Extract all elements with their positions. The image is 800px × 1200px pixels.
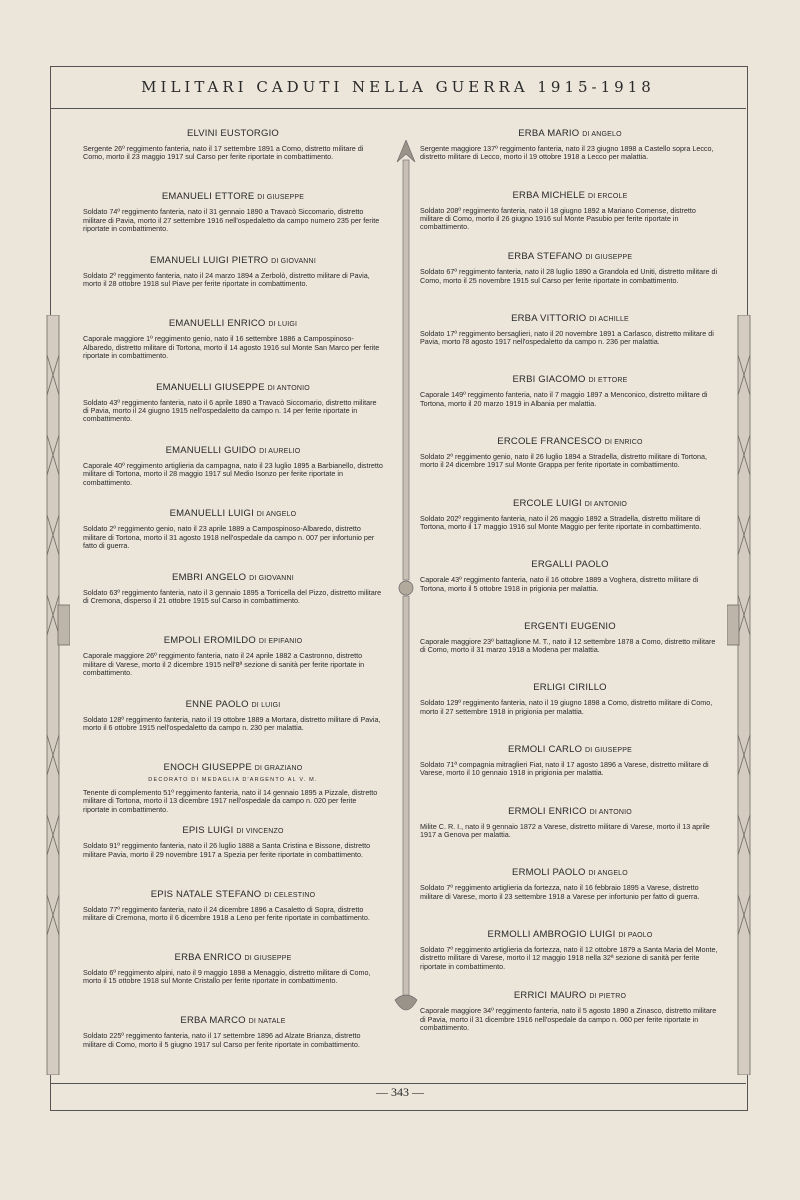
soldier-record-text: Caporale maggiore 26º reggimento fanteria, nato il 24 aprile 1882 a Castronno, distretto militare di Varese, morto il 2 dicembre 1915 nell'8ª sezione di sanità per ferite riportate in combattimento. [83, 651, 365, 677]
soldier-surname-given: ERBA MARIO [518, 128, 580, 139]
soldier-patronym: DI GIUSEPPE [244, 955, 292, 963]
soldier-patronym: DI ENRICO [604, 438, 643, 446]
soldier-name [83, 445, 383, 456]
soldier-record-text: Soldato 43º reggimento fanteria, nato il 6 aprile 1890 a Travacò Siccomario, distretto militare di Pavia, morto il 24 giugno 1915 nell'ospedaletto da campo n. 14 per ferite riportate in combattimento. [83, 397, 377, 424]
soldier-surname-given: EMANUELLI LUIGI [169, 508, 254, 520]
soldier-entry [420, 621, 720, 683]
soldier-entry [420, 374, 720, 436]
soldier-entry [83, 128, 383, 191]
soldier-entry [83, 382, 383, 445]
soldier-name [420, 374, 720, 385]
soldier-surname-given: EMANUELI ETTORE [161, 191, 255, 203]
soldier-record-text: Caporale maggiore 23º battaglione M. T., nato il 12 settembre 1878 a Como, distretto militare di Como, morto il 31 marzo 1918 a Modena per malattia. [420, 636, 716, 655]
soldier-name [420, 744, 720, 755]
soldier-patronym: DI GIOVANNI [271, 257, 316, 265]
soldier-surname-given: ERBA ENRICO [174, 952, 242, 964]
soldier-patronym: DI LUIGI [268, 321, 298, 329]
soldier-record-text: Sergente 26º reggimento fanteria, nato il 17 settembre 1891 a Como, distretto militare di Como, morto il 23 maggio 1917 sul Carso per ferite riportate in combattimento. [83, 144, 364, 162]
soldier-entry [420, 498, 720, 560]
soldier-name [83, 825, 383, 836]
central-column-ornament-icon [393, 140, 419, 1030]
soldier-surname-given: ERLIGI CIRILLO [533, 682, 607, 694]
soldier-patronym: DI ANTONIO [589, 808, 632, 816]
soldier-surname-given: EPIS NATALE STEFANO [150, 888, 262, 900]
soldier-surname-given: EPIS LUIGI [182, 825, 234, 837]
soldier-patronym: DI GRAZIANO [254, 764, 303, 772]
soldier-surname-given: ERCOLE FRANCESCO [497, 435, 602, 447]
header-band [50, 66, 746, 109]
soldier-entry [83, 635, 383, 698]
soldier-surname-given: ERMOLLI AMBROGIO LUIGI [487, 928, 616, 940]
soldier-name [420, 498, 720, 509]
soldier-surname-given: ERRICI MAURO [513, 990, 587, 1002]
soldier-record-text: Soldato 128º reggimento fanteria, nato il 19 ottobre 1889 a Mortara, distretto militare di Pavia, morto il 6 ottobre 1915 nell'ospedaletto da campo n. 230 per malattia. [83, 714, 381, 732]
soldier-record-text: Soldato 6º reggimento alpini, nato il 9 maggio 1898 a Menaggio, distretto militare di Como, morto il 15 ottobre 1918 sul Monte Cristallo per ferite riportate in combattimento. [83, 968, 371, 986]
soldier-entry [83, 572, 383, 635]
soldier-record-text: Caporale maggiore 34º reggimento fanteria, nato il 5 agosto 1890 a Zinasco, distretto militare di Pavia, morto il 31 dicembre 1916 nell'ospedale da campo n. 060 per ferite riportate in combattimento. [420, 1006, 717, 1033]
soldier-name [420, 806, 720, 817]
soldier-entry [83, 889, 383, 952]
soldier-name [420, 436, 720, 447]
soldier-name [83, 1015, 383, 1026]
soldier-name [83, 952, 383, 963]
soldier-surname-given: ENOCH GIUSEPPE [163, 761, 252, 773]
soldier-entry [420, 559, 720, 621]
soldier-surname-given: ERGENTI EUGENIO [524, 620, 616, 632]
soldier-name [420, 190, 720, 201]
soldier-record-text: Soldato 74º reggimento fanteria, nato il 31 gennaio 1890 a Travacò Siccomario, distretto militare di Pavia, morto il 27 settembre 1916 nell'ospedaletto da campo numero 235 per ferite riportate in combattimento. [83, 207, 380, 234]
soldier-surname-given: EMANUELI LUIGI PIETRO [150, 254, 269, 266]
soldier-entry [83, 191, 383, 254]
soldier-record-text: Soldato 2º reggimento genio, nato il 26 luglio 1894 a Stradella, distretto militare di Tortona, morto il 24 dicembre 1917 sul Monte Grappa per ferite riportate in combattimento. [420, 451, 707, 470]
soldier-record-text: Soldato 2º reggimento fanteria, nato il 24 marzo 1894 a Zerbolò, distretto militare di Pavia, morto il 28 ottobre 1918 sul Piave per ferite riportate in combattimento. [83, 270, 370, 289]
soldier-entry [420, 867, 720, 929]
soldier-patronym: DI ETTORE [588, 377, 628, 385]
right-column [420, 128, 720, 1052]
soldier-surname-given: ERMOLI ENRICO [508, 805, 587, 817]
soldier-patronym: DI GIUSEPPE [257, 194, 305, 202]
soldier-entry [83, 825, 383, 888]
soldier-surname-given: ERGALLI PAOLO [531, 559, 609, 571]
soldier-entry [420, 190, 720, 252]
soldier-patronym: DI ANGELO [588, 870, 628, 878]
soldier-surname-given: ERMOLI CARLO [508, 743, 583, 755]
soldier-patronym: DI LUIGI [251, 701, 281, 709]
soldier-name [83, 572, 383, 583]
soldier-record-text: Caporale 43º reggimento fanteria, nato il 16 ottobre 1889 a Voghera, distretto militare di Tortona, morto il 5 ottobre 1918 in prigionia per malattia. [420, 575, 699, 593]
soldier-record-text: Soldato 67º reggimento fanteria, nato il 28 luglio 1890 a Grandola ed Uniti, distretto militare di Como, morto il 25 novembre 1915 sul Carso per ferite riportate in combattimento. [420, 267, 718, 285]
soldier-name [420, 867, 720, 878]
soldier-surname-given: ERBA MICHELE [512, 189, 586, 201]
soldier-name [420, 929, 720, 940]
soldier-record-text: Soldato 208º reggimento fanteria, nato il 18 giugno 1892 a Mariano Comense, distretto militare di Como, morto il 26 giugno 1916 sul Monte Pasubio per ferite riportate in combattimento. [420, 205, 696, 232]
soldier-record-text: Milite C. R. I., nato il 9 gennaio 1872 a Varese, distretto militare di Varese, morto il 13 aprile 1917 a Genova per malattia. [420, 821, 710, 839]
soldier-surname-given: ERCOLE LUIGI [512, 497, 582, 509]
soldier-entry [420, 990, 720, 1052]
soldier-record-text: Soldato 225º reggimento fanteria, nato il 17 settembre 1896 ad Alzate Brianza, distretto militare di Como, morto il 5 giugno 1917 sul Carso per ferite riportate in combattimento. [83, 1031, 361, 1049]
soldier-surname-given: EMBRI ANGELO [172, 571, 247, 583]
soldier-surname-given: ERBA VITTORIO [511, 312, 587, 324]
soldier-entry [420, 929, 720, 991]
soldier-patronym: DI CELESTINO [264, 891, 316, 899]
soldier-entry [83, 699, 383, 762]
soldier-record-text: Soldato 71ª compagnia mitraglieri Fiat, nato il 17 agosto 1896 a Varese, distretto militare di Varese, morto il 10 gennaio 1918 in prigionia per malattia. [420, 759, 709, 778]
soldier-record-text: Caporale maggiore 1º reggimento genio, nato il 16 settembre 1886 a Campospinoso-Albaredo, distretto militare di Tortona, morto il 14 agosto 1916 sul Monte San Marco per ferite riportate in combattimento. [83, 334, 380, 360]
soldier-entry [83, 255, 383, 318]
soldier-name [420, 313, 720, 324]
soldier-name [83, 635, 383, 646]
soldier-record-text: Soldato 129º reggimento fanteria, nato il 19 giugno 1898 a Como, distretto militare di Como, morto il 27 settembre 1918 in prigionia per malattia. [420, 698, 713, 716]
soldier-patronym: DI ANTONIO [584, 500, 628, 508]
soldier-name [420, 682, 720, 693]
soldier-name [83, 318, 383, 329]
page-number: — 343 — [376, 1085, 424, 1099]
soldier-record-text: Caporale 40º reggimento artiglieria da campagna, nato il 23 luglio 1895 a Barbianello, distretto militare di Tortona, morto il 28 maggio 1917 sul Medio Isonzo per ferite riportate in combattimento. [83, 460, 383, 487]
soldier-entry [420, 313, 720, 375]
soldier-entry [83, 1015, 383, 1078]
soldier-record-text: Soldato 202º reggimento fanteria, nato il 26 maggio 1892 a Stradella, distretto militare di Tortona, morto il 17 maggio 1916 sul Monte Maggio per ferite riportate in combattimento. [420, 513, 702, 531]
page-title: MILITARI CADUTI NELLA GUERRA 1915-1918 [141, 78, 655, 96]
soldier-name [83, 191, 383, 202]
soldier-patronym: DI ANTONIO [267, 384, 310, 392]
soldier-patronym: DI GIUSEPPE [585, 254, 633, 262]
soldier-name [83, 382, 383, 393]
soldier-surname-given: EMANUELLI ENRICO [168, 318, 266, 330]
soldier-entry [83, 318, 383, 381]
soldier-name [420, 128, 720, 139]
soldier-surname-given: ERMOLI PAOLO [512, 867, 586, 879]
soldier-entry [420, 744, 720, 806]
soldier-surname-given: ENNE PAOLO [185, 698, 249, 710]
soldier-name [83, 508, 383, 519]
soldier-name [83, 889, 383, 900]
soldier-patronym: DI ACHILLE [589, 315, 629, 323]
soldier-surname-given: ELVINI EUSTORGIO [186, 128, 280, 139]
soldier-name [83, 699, 383, 710]
soldier-patronym: DI EPIFANIO [258, 638, 303, 646]
soldier-record-text: Soldato 7º reggimento artiglieria da fortezza, nato il 16 febbraio 1895 a Varese, distretto militare di Varese, morto il 23 settembre 1918 a Varese per infortunio per fatto di guerra. [420, 883, 700, 901]
soldier-name [420, 621, 720, 632]
soldier-surname-given: EMPOLI EROMILDO [163, 635, 256, 647]
soldier-patronym: DI GIUSEPPE [585, 746, 632, 754]
soldier-name [420, 251, 720, 262]
soldier-surname-given: ERBI GIACOMO [512, 374, 586, 386]
soldier-surname-given: EMANUELLI GIUSEPPE [156, 381, 265, 393]
soldier-surname-given: ERBA MARCO [180, 1015, 246, 1027]
left-fasces-ornament-icon [40, 315, 70, 1075]
soldier-name [83, 762, 383, 773]
soldier-record-text: Soldato 63º reggimento fanteria, nato il 3 gennaio 1895 a Torricella del Pizzo, distretto militare di Cremona, disperso il 21 ottobre 1915 sul Carso in combattimento. [83, 587, 382, 606]
soldier-record-text: Soldato 77º reggimento fanteria, nato il 24 dicembre 1896 a Casaletto di Sopra, distretto militare di Cremona, morto il 6 dicembre 1918 a Leno per ferite riportate in combattimento. [83, 904, 370, 923]
soldier-patronym: DI PIETRO [589, 993, 627, 1001]
soldier-entry [420, 682, 720, 744]
soldier-patronym: DI AURELIO [259, 447, 301, 455]
soldier-entry [420, 128, 720, 190]
soldier-patronym: DI ANGELO [582, 131, 622, 138]
soldier-patronym: DI ERCOLE [587, 192, 628, 200]
soldier-entry [420, 436, 720, 498]
soldier-record-text: Tenente di complemento 51º reggimento fanteria, nato il 14 gennaio 1895 a Pizzale, distretto militare di Tortona, morto il 13 dicembre 1917 nell'ospedale da campo n. 020 per ferite riportate in combattimento. [83, 787, 378, 814]
soldier-record-text: Soldato 7º reggimento artiglieria da fortezza, nato il 12 ottobre 1879 a Santa Maria del Monte, distretto militare di Varese, morto il 12 maggio 1918 nella 32ª sezione di sanità per ferite riportate in combattimento. [420, 944, 718, 971]
soldier-entry [420, 251, 720, 313]
soldier-surname-given: ERBA STEFANO [507, 251, 583, 263]
soldier-entry [83, 445, 383, 508]
soldier-name [83, 255, 383, 266]
soldier-name [420, 990, 720, 1001]
soldier-record-text: Soldato 17º reggimento bersaglieri, nato il 20 novembre 1891 a Carlasco, distretto militare di Pavia, morto l'8 agosto 1917 nell'ospedaletto da campo n. 236 per malattia. [420, 328, 714, 347]
soldier-record-text: Sergente maggiore 137º reggimento fanteria, nato il 23 giugno 1898 a Castello sopra Lecco, distretto militare di Lecco, morto il 19 ottobre 1918 a Lecco per malattia. [420, 144, 714, 162]
soldier-record-text: Caporale 149º reggimento fanteria, nato il 7 maggio 1897 a Menconico, distretto militare di Tortona, morto il 20 marzo 1919 in Albania per malattia. [420, 390, 708, 408]
soldier-entry [83, 762, 383, 825]
soldier-patronym: DI NATALE [248, 1018, 286, 1026]
soldier-entry [420, 806, 720, 868]
soldier-record-text: Soldato 91º reggimento fanteria, nato il 26 luglio 1888 a Santa Cristina e Bissone, distretto militare Pavia, morto il 29 novembre 1917 a Spezia per ferite riportate in combattimento. [83, 841, 371, 859]
soldier-patronym: DI ANGELO [256, 511, 297, 519]
soldier-surname-given: EMANUELLI GUIDO [165, 444, 257, 456]
right-fasces-ornament-icon [727, 315, 757, 1075]
soldier-record-text: Soldato 2º reggimento genio, nato il 23 aprile 1889 a Campospinoso-Albaredo, distretto militare di Tortona, morto il 31 agosto 1918 nell'ospedale da campo n. 007 per infortunio per fatto di guerra. [83, 524, 375, 551]
soldier-name [420, 559, 720, 570]
soldier-patronym: DI VINCENZO [236, 828, 284, 836]
decoration-note: DECORATO DI MEDAGLIA D'ARGENTO AL V. M. [148, 776, 318, 783]
soldier-name [83, 128, 383, 139]
soldier-patronym: DI GIOVANNI [249, 574, 294, 582]
soldier-entry [83, 508, 383, 571]
soldier-entry [83, 952, 383, 1015]
soldier-patronym: DI PAOLO [618, 931, 653, 939]
left-column [83, 128, 383, 1079]
